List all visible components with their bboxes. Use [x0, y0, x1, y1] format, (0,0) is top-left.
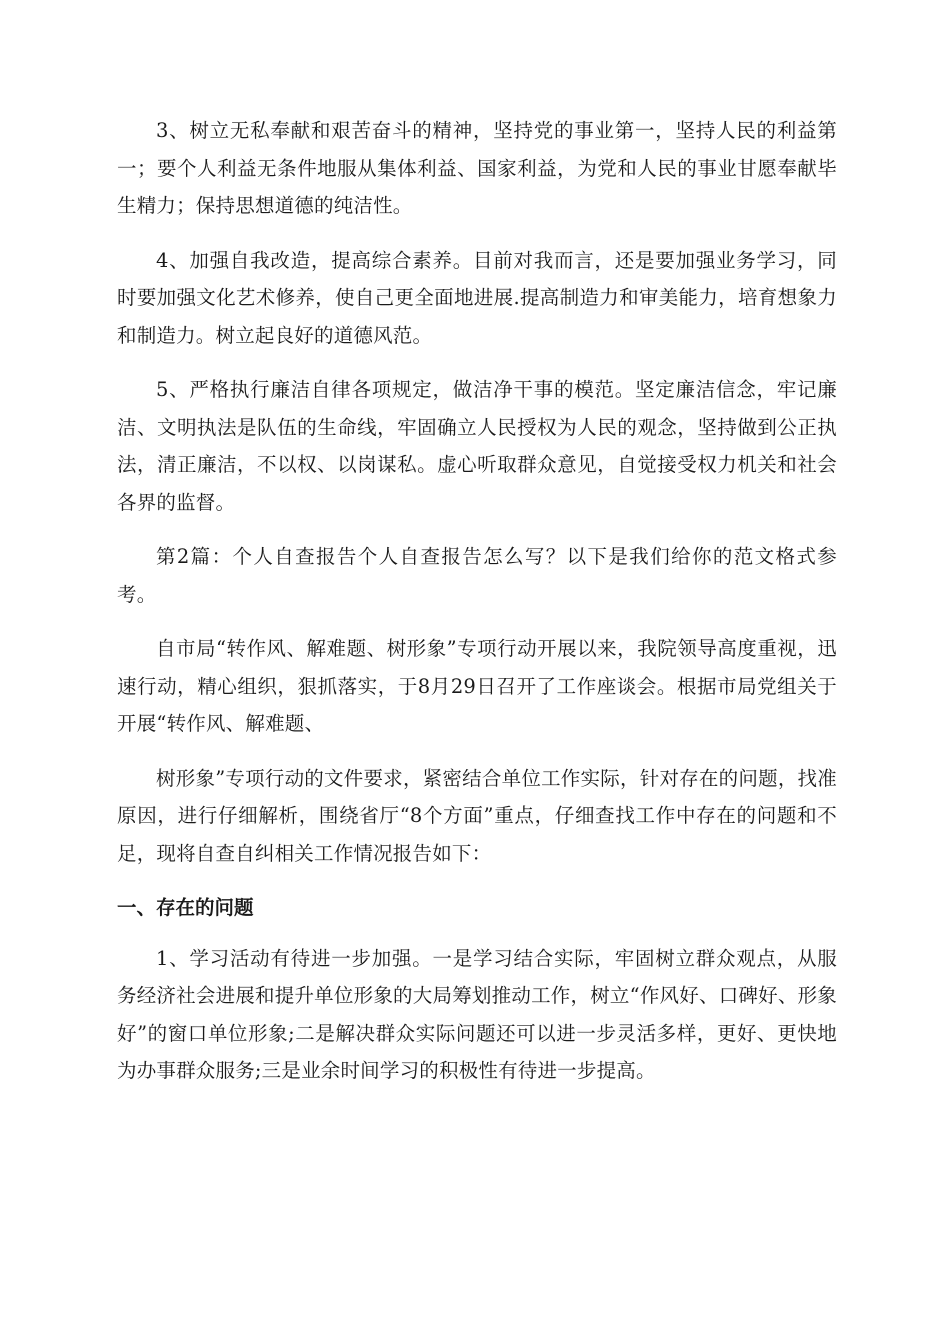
paragraph-problem-1: 1、学习活动有待进一步加强。一是学习结合实际，牢固树立群众观点，从服务经济社会进展和提升单位形象的大局筹划推动工作，树立“作风好、口碑好、形象好”的窗口单位形象;二是解决群众实际问题还可以进一步灵活多样，更好、更快地为办事群众服务;三是业余时间学习的积极性有待进一步提高。	[117, 946, 837, 1082]
paragraph-requirements: 树形象”专项行动的文件要求，紧密结合单位工作实际，针对存在的问题，找准原因，进行仔细解析，围绕省厅“8个方面”重点，仔细查找工作中存在的问题和不足，现将自查自纠相关工作情况报告如下：	[117, 766, 837, 865]
paragraph-background: 自市局“转作风、解难题、树形象”专项行动开展以来，我院领导高度重视，迅速行动，精心组织，狠抓落实，于8月29日召开了工作座谈会。根据市局党组关于开展“转作风、解难题、	[117, 637, 837, 735]
document-page	[117, 112, 837, 1107]
paragraph-item-4: 4、加强自我改造，提高综合素养。目前对我而言，还是要加强业务学习，同时要加强文化艺术修养，使自己更全面地进展.提高制造力和审美能力，培育想象力和制造力。树立起良好的道德风范。	[117, 248, 837, 347]
paragraph-article-2-intro: 第2篇：个人自查报告个人自查报告怎么写？以下是我们给你的范文格式参考。	[117, 545, 837, 606]
paragraph-item-3: 3、树立无私奉献和艰苦奋斗的精神，坚持党的事业第一，坚持人民的利益第一；要个人利益无条件地服从集体利益、国家利益，为党和人民的事业甘愿奉献毕生精力；保持思想道德的纯洁性。	[117, 119, 837, 217]
section-heading-problems: 一、存在的问题	[117, 896, 254, 919]
paragraph-item-5: 5、严格执行廉洁自律各项规定，做洁净干事的模范。坚定廉洁信念，牢记廉洁、文明执法是队伍的生命线，牢固确立人民授权为人民的观念，坚持做到公正执法，清正廉洁，不以权、以岗谋私。虚心听取群众意见，自觉接受权力机关和社会各界的监督。	[117, 378, 837, 514]
